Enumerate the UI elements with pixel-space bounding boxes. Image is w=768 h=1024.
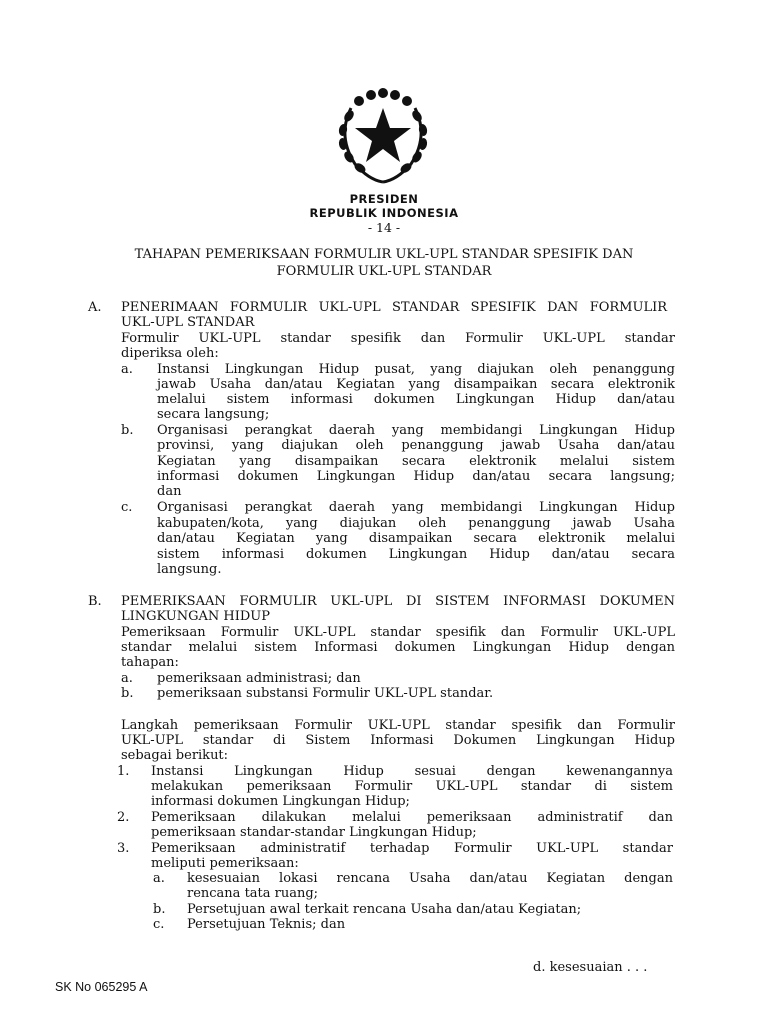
section-b-step-1-marker: 1. xyxy=(117,764,130,779)
section-a-heading-line-1: PENERIMAAN FORMULIR UKL-UPL STANDAR SPESIFIK DAN FORMULIR xyxy=(121,300,667,315)
section-a-item-b-line-1: Organisasi perangkat daerah yang membidangi Lingkungan Hidup xyxy=(157,423,675,438)
section-b-step-3-sub-c-line-1: Persetujuan Teknis; dan xyxy=(187,917,346,932)
section-b-stage-a-marker: a. xyxy=(121,671,133,686)
section-b-step-1-line-1: Instansi Lingkungan Hidup sesuai dengan kewenangannya xyxy=(151,764,673,779)
section-a-item-c-marker: c. xyxy=(121,500,133,515)
section-a-item-c-line-4: sistem informasi dokumen Lingkungan Hidup dan/atau secara xyxy=(157,547,675,562)
section-b-steps-intro-line-3: sebagai berikut: xyxy=(121,748,229,763)
section-b-step-1-line-3: informasi dokumen Lingkungan Hidup; xyxy=(151,794,410,809)
section-b-step-3-sub-c-marker: c. xyxy=(153,917,165,932)
section-b-step-2-marker: 2. xyxy=(117,810,130,825)
section-b-step-3-sub-b-marker: b. xyxy=(153,902,166,917)
section-b-steps-intro-line-1: Langkah pemeriksaan Formulir UKL-UPL standar spesifik dan Formulir xyxy=(121,718,675,733)
section-a-letter: A. xyxy=(88,300,102,315)
section-a-item-b-line-2: provinsi, yang diajukan oleh penanggung jawab Usaha dan/atau xyxy=(157,438,675,453)
section-a-item-b-line-4: informasi dokumen Lingkungan Hidup dan/atau secara langsung; xyxy=(157,469,675,484)
section-a-intro-line-2: diperiksa oleh: xyxy=(121,346,219,361)
section-b-step-3-line-1: Pemeriksaan administratif terhadap Formulir UKL-UPL standar xyxy=(151,841,673,856)
document-title-line-2: FORMULIR UKL-UPL STANDAR xyxy=(276,264,492,279)
section-b-step-3-sub-a-line-1: kesesuaian lokasi rencana Usaha dan/atau Kegiatan dengan xyxy=(187,871,673,886)
section-a-item-a-marker: a. xyxy=(121,362,133,377)
section-b-step-2-line-2: pemeriksaan standar-standar Lingkungan Hidup; xyxy=(151,825,477,840)
section-b-step-1-line-2: melakukan pemeriksaan Formulir UKL-UPL standar di sistem xyxy=(151,779,673,794)
section-a-item-c-line-5: langsung. xyxy=(157,562,222,577)
section-a-heading-line-2: UKL-UPL STANDAR xyxy=(121,315,255,330)
continuation-catchword: d. kesesuaian . . . xyxy=(533,960,648,975)
section-a-item-c-line-2: kabupaten/kota, yang diajukan oleh penanggung jawab Usaha xyxy=(157,516,675,531)
section-b-step-3-sub-a-line-2: rencana tata ruang; xyxy=(187,886,319,901)
section-b-steps-intro-line-2: UKL-UPL standar di Sistem Informasi Dokumen Lingkungan Hidup xyxy=(121,733,675,748)
section-b-letter: B. xyxy=(88,594,102,609)
section-b-step-3-sub-b-line-1: Persetujuan awal terkait rencana Usaha dan/atau Kegiatan; xyxy=(187,902,582,917)
section-a-item-c-line-1: Organisasi perangkat daerah yang membidangi Lingkungan Hidup xyxy=(157,500,675,515)
section-b-step-3-line-2: meliputi pemeriksaan: xyxy=(151,856,299,871)
section-a-item-a-line-4: secara langsung; xyxy=(157,407,270,422)
section-a-item-b-marker: b. xyxy=(121,423,134,438)
footer-serial-code: SK No 065295 A xyxy=(55,980,148,994)
section-b-step-2-line-1: Pemeriksaan dilakukan melalui pemeriksaan administratif dan xyxy=(151,810,673,825)
section-a-item-b-line-5: dan xyxy=(157,484,182,499)
section-a-item-a-line-2: jawab Usaha dan/atau Kegiatan yang disampaikan secara elektronik xyxy=(157,377,675,392)
section-a-item-b-line-3: Kegiatan yang disampaikan secara elektronik melalui sistem xyxy=(157,454,675,469)
section-b-intro-line-3: tahapan: xyxy=(121,655,179,670)
section-a-item-a-line-1: Instansi Lingkungan Hidup pusat, yang diajukan oleh penanggung xyxy=(157,362,675,377)
section-b-stage-b-marker: b. xyxy=(121,686,134,701)
star-wreath-emblem-icon xyxy=(329,86,437,186)
header-republik-indonesia: REPUBLIK INDONESIA xyxy=(309,206,459,220)
section-b-intro-line-2: standar melalui sistem Informasi dokumen Lingkungan Hidup dengan xyxy=(121,640,675,655)
section-b-intro-line-1: Pemeriksaan Formulir UKL-UPL standar spesifik dan Formulir UKL-UPL xyxy=(121,625,675,640)
section-b-step-3-sub-a-marker: a. xyxy=(153,871,165,886)
section-b-stage-b-text: pemeriksaan substansi Formulir UKL-UPL standar. xyxy=(157,686,494,701)
page-number: - 14 - xyxy=(367,220,401,235)
section-a-intro-line-1: Formulir UKL-UPL standar spesifik dan Formulir UKL-UPL standar xyxy=(121,331,675,346)
section-b-heading-line-2: LINGKUNGAN HIDUP xyxy=(121,609,270,624)
section-b-heading-line-1: PEMERIKSAAN FORMULIR UKL-UPL DI SISTEM INFORMASI DOKUMEN xyxy=(121,594,675,609)
section-b-step-3-marker: 3. xyxy=(117,841,130,856)
section-a-item-a-line-3: melalui sistem informasi dokumen Lingkungan Hidup dan/atau xyxy=(157,392,675,407)
document-title-line-1: TAHAPAN PEMERIKSAAN FORMULIR UKL-UPL STANDAR SPESIFIK DAN xyxy=(134,247,634,262)
section-b-stage-a-text: pemeriksaan administrasi; dan xyxy=(157,671,361,686)
header-presiden: PRESIDEN xyxy=(349,192,419,206)
section-a-item-c-line-3: dan/atau Kegiatan yang disampaikan secara elektronik melalui xyxy=(157,531,675,546)
